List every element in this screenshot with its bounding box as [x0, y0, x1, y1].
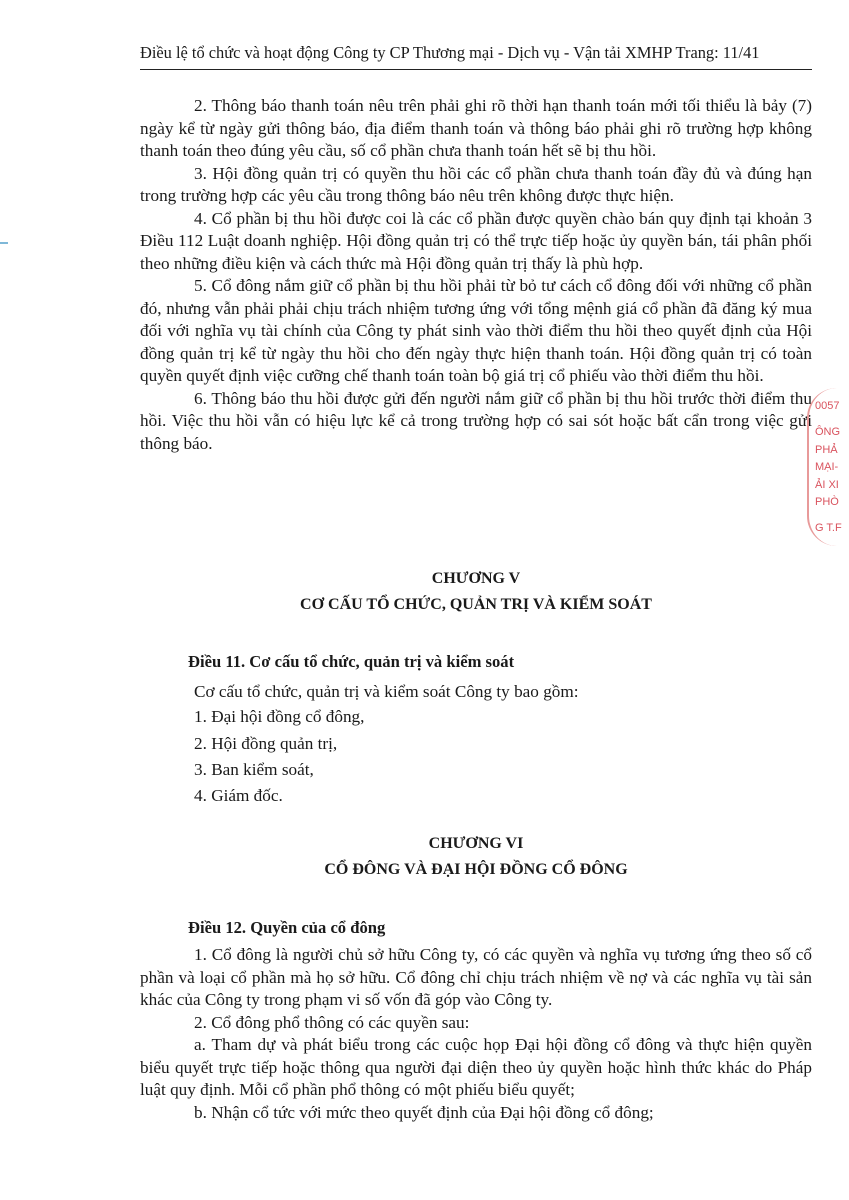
header-divider: [140, 69, 812, 70]
stamp-text: PHẢ: [815, 444, 838, 456]
article-title: Điều 12. Quyền của cổ đông: [188, 918, 386, 937]
paragraph: 5. Cổ đông nắm giữ cổ phần bị thu hồi phải từ bỏ tư cách cổ đông đối với những cổ phần đó, nhưng vẫn phải phải chịu trách nhiệm tương ứng với tổng mệnh giá cổ phần đã đăng ký mua đối với nghĩa vụ tài chính của Công ty phát sinh vào thời điểm thu hồi theo quyết định của Hội đồng quản trị kể từ ngày thu hồi cho đến ngày thực hiện thanh toán. Hội đồng quản trị có toàn quyền quyết định việc cưỡng chế thanh toán toàn bộ giá trị cổ phiếu vào thời điểm thu hồi.: [140, 276, 812, 385]
header-title: Điều lệ tổ chức và hoạt động Công ty CP Thương mại - Dịch vụ - Vận tải XMHP Trang: 11/41: [140, 43, 760, 62]
chapter-number: CHƯƠNG VI: [428, 835, 524, 852]
article-title: Điều 11. Cơ cấu tổ chức, quản trị và kiểm soát: [188, 652, 515, 671]
stamp-text: 0057: [815, 400, 840, 412]
chapter-number: CHƯƠNG V: [431, 570, 521, 587]
stamp-text: G T.F: [815, 522, 842, 534]
margin-mark: [0, 242, 8, 244]
paragraph: 2. Thông báo thanh toán nêu trên phải ghi rõ thời hạn thanh toán mới tối thiểu là bảy (7) ngày kể từ ngày gửi thông báo, địa điểm thanh toán và thông báo phải ghi rõ trường hợp không thanh toán theo đúng yêu cầu, số cổ phần chưa thanh toán hết sẽ bị thu hồi.: [140, 96, 812, 160]
stamp-text: PHÒ: [815, 496, 839, 508]
list-item: 1. Đại hội đồng cổ đông,: [194, 707, 365, 726]
stamp-text: ẢI XI: [815, 479, 839, 491]
paragraph: b. Nhận cổ tức với mức theo quyết định của Đại hội đồng cổ đông;: [194, 1102, 654, 1122]
stamp-text: ÔNG: [815, 426, 841, 438]
list-item: 2. Hội đồng quản trị,: [194, 734, 338, 753]
paragraph: a. Tham dự và phát biểu trong các cuộc họp Đại hội đồng cổ đông và thực hiện quyền biểu quyết trực tiếp hoặc thông qua người đại diện theo ủy quyền hoặc hình thức khác do Pháp luật quy định. Mỗi cổ phần phổ thông có một phiếu biểu quyết;: [140, 1035, 812, 1099]
paragraph: 1. Cổ đông là người chủ sở hữu Công ty, có các quyền và nghĩa vụ tương ứng theo số cổ phần và loại cổ phần mà họ sở hữu. Cổ đông chỉ chịu trách nhiệm về nợ và các nghĩa vụ tài sản khác của Công ty trong phạm vi số vốn đã góp vào Công ty.: [140, 945, 812, 1009]
chapter-title: CƠ CẤU TỔ CHỨC, QUẢN TRỊ VÀ KIỂM SOÁT: [300, 596, 652, 613]
stamp-text: MẠI-: [815, 461, 839, 473]
company-seal-stamp: [807, 388, 849, 546]
chapter-title: CỔ ĐÔNG VÀ ĐẠI HỘI ĐỒNG CỔ ĐÔNG: [324, 861, 628, 878]
chapter-heading: [140, 566, 812, 618]
list-item: 3. Ban kiểm soát,: [194, 760, 314, 779]
paragraph: 4. Cổ phần bị thu hồi được coi là các cổ phần được quyền chào bán quy định tại khoản 3 Điều 112 Luật doanh nghiệp. Hội đồng quản trị có thể trực tiếp hoặc ủy quyền bán, tái phân phối theo những điều kiện và cách thức mà Hội đồng quản trị thấy là phù hợp.: [140, 208, 812, 273]
section-body: [140, 95, 812, 455]
article-body: [140, 944, 812, 1124]
paragraph: 2. Cổ đông phổ thông có các quyền sau:: [194, 1012, 470, 1032]
list-item: 4. Giám đốc.: [194, 786, 283, 805]
chapter-heading: [140, 831, 812, 883]
paragraph: 6. Thông báo thu hồi được gửi đến người nắm giữ cổ phần bị thu hồi trước thời điểm thu hồi. Việc thu hồi vẫn có hiệu lực kể cả trong trường hợp có sai sót hoặc bất cẩn trong việc gửi thông báo.: [140, 388, 812, 453]
article-intro: Cơ cấu tổ chức, quản trị và kiểm soát Công ty bao gồm:: [194, 682, 579, 701]
paragraph: 3. Hội đồng quản trị có quyền thu hồi các cổ phần chưa thanh toán đầy đủ và đúng hạn trong trường hợp các yêu cầu trong thông báo nêu trên không được thực hiện.: [140, 163, 812, 205]
